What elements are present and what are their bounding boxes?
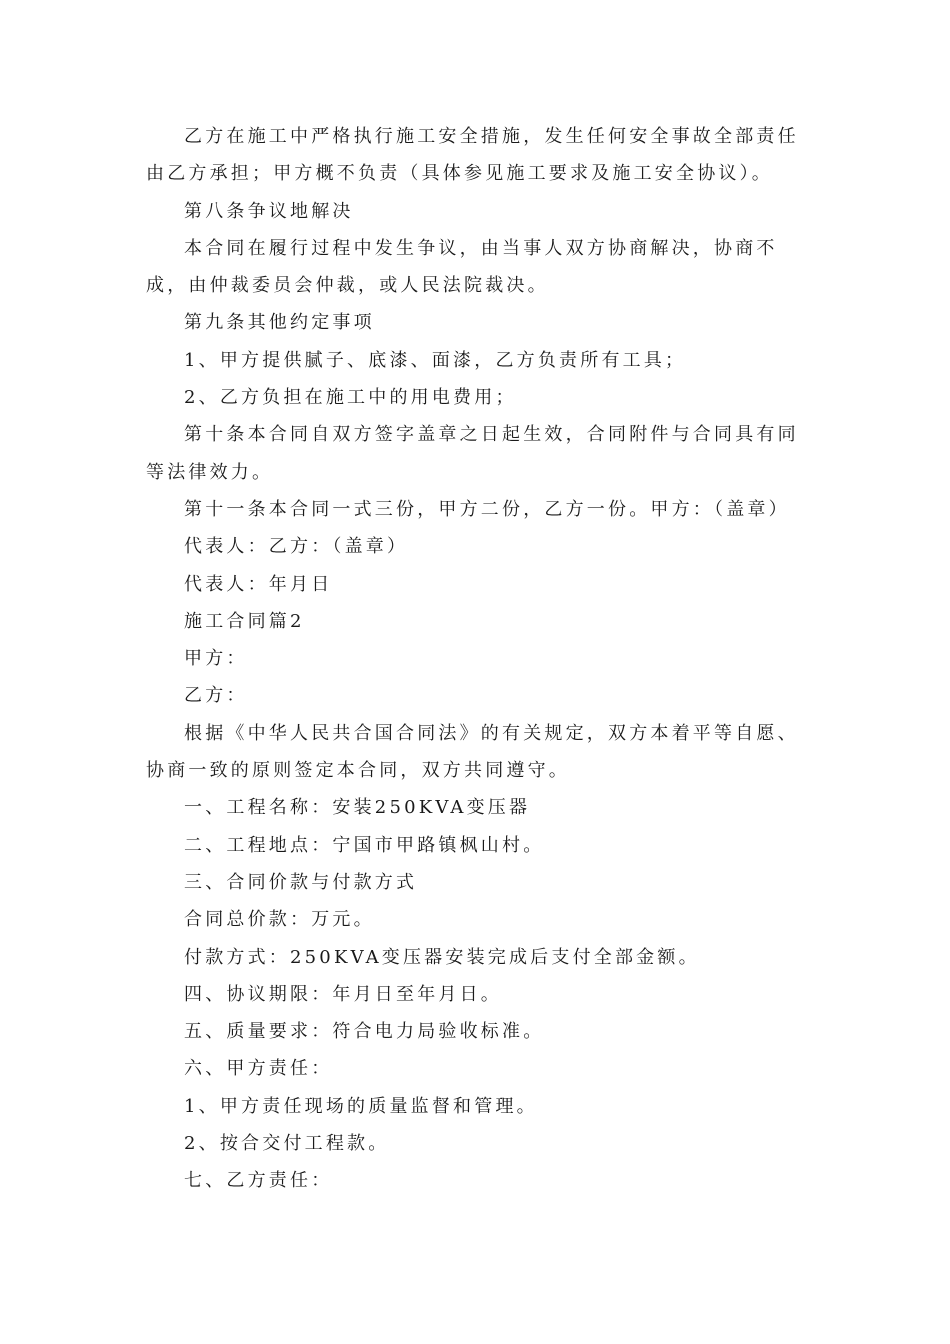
clause-quality: 五、质量要求：符合电力局验收标准。	[184, 1021, 545, 1043]
clause-payment-method: 付款方式：250KVA变压器安装完成后支付全部金额。	[184, 946, 700, 968]
signature-line-1: 代表人：乙方：（盖章）	[184, 536, 409, 558]
list-item-materials: 1、甲方提供腻子、底漆、面漆，乙方负责所有工具；	[184, 349, 687, 371]
clause-party-b-duties: 七、乙方责任：	[184, 1170, 333, 1192]
clause-total-price: 合同总价款：万元。	[184, 909, 375, 931]
clause-party-a-duties: 六、甲方责任：	[184, 1058, 333, 1080]
heading-article-8: 第八条争议地解决	[184, 200, 354, 222]
clause-project-name: 一、工程名称：安装250KVA变压器	[184, 797, 531, 819]
signature-line-2: 代表人：年月日	[184, 573, 333, 595]
heading-article-9: 第九条其他约定事项	[184, 312, 375, 334]
party-b-line: 乙方：	[184, 685, 248, 707]
clause-price-payment: 三、合同价款与付款方式	[184, 871, 418, 893]
paragraph-dispute: 本合同在履行过程中发生争议，由当事人双方协商解决，协商不成，由仲裁委员会仲裁，或人民法院裁决。	[146, 237, 778, 297]
clause-project-location: 二、工程地点：宁国市甲路镇枫山村。	[184, 834, 545, 856]
clause-term: 四、协议期限：年月日至年月日。	[184, 983, 502, 1005]
paragraph-safety: 乙方在施工中严格执行施工安全措施，发生任何安全事故全部责任由乙方承担；甲方概不负责（具体参见施工要求及施工安全协议）。	[146, 126, 799, 185]
paragraph-preamble: 根据《中华人民共合国合同法》的有关规定，双方本着平等自愿、协商一致的原则签定本合同，双方共同遵守。	[146, 722, 799, 782]
list-item-supervision: 1、甲方责任现场的质量监督和管理。	[184, 1095, 538, 1117]
paragraph-article-10: 第十条本合同自双方签字盖章之日起生效，合同附件与合同具有同等法律效力。	[146, 424, 799, 483]
section-title-contract-2: 施工合同篇2	[184, 610, 305, 632]
list-item-pay-fee: 2、按合交付工程款。	[184, 1133, 390, 1155]
party-a-line: 甲方：	[184, 648, 248, 670]
list-item-electricity: 2、乙方负担在施工中的用电费用；	[184, 387, 517, 409]
paragraph-article-11: 第十一条本合同一式三份，甲方二份，乙方一份。甲方：（盖章）	[184, 498, 790, 520]
document-body	[146, 118, 800, 1200]
